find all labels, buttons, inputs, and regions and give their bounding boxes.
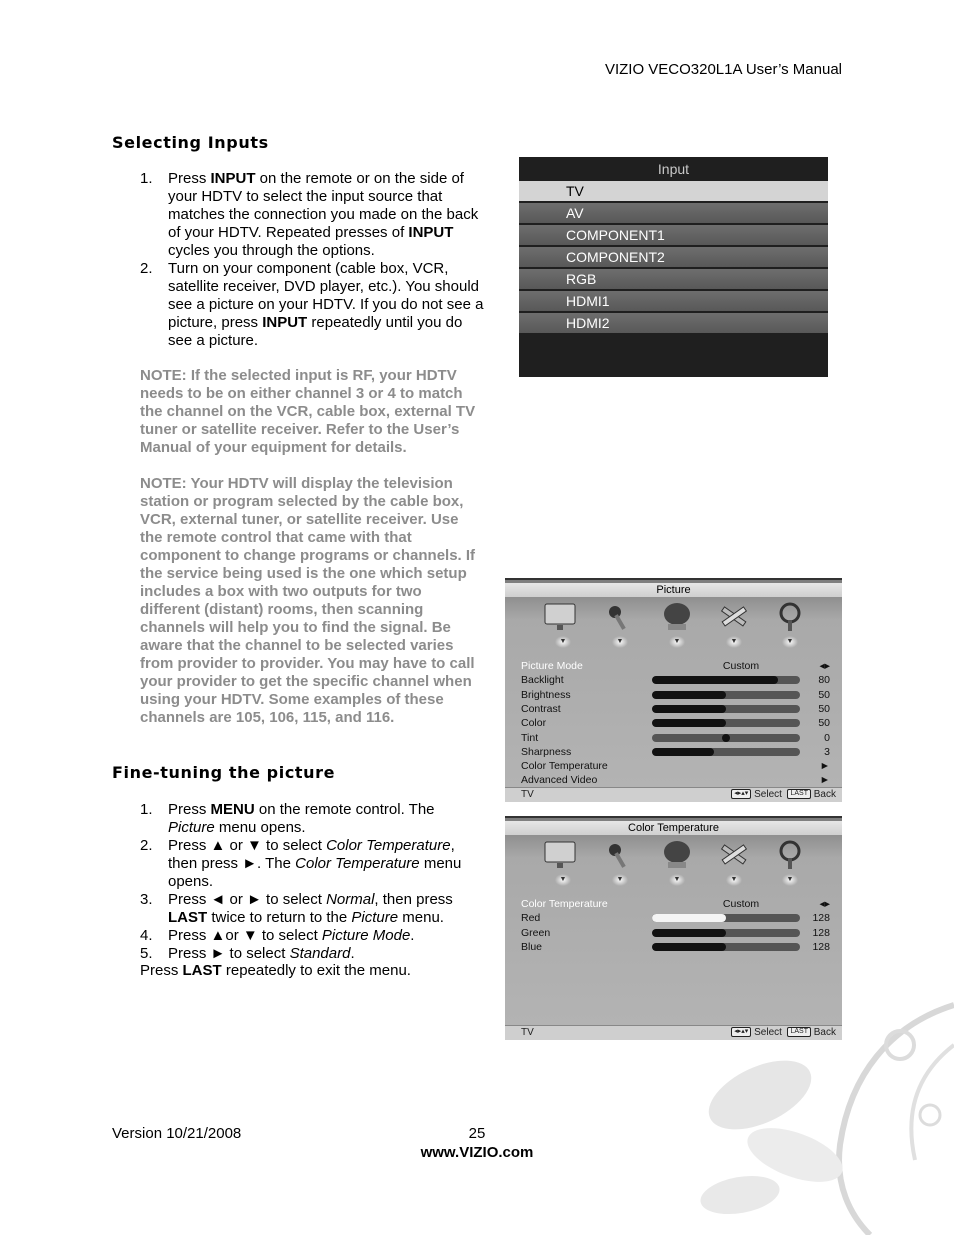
fine-tuning-steps	[140, 801, 485, 963]
text: Press	[168, 170, 211, 187]
menu-name: Color Temperature	[295, 855, 420, 872]
step-number: 2.	[140, 260, 153, 277]
input-menu-screenshot	[519, 157, 828, 377]
nav-keys-icon: ◂▸▴▾	[731, 789, 751, 799]
setting-value: 128	[812, 926, 830, 939]
key-name: LAST	[168, 909, 208, 926]
section-title-selecting-inputs: Selecting Inputs	[112, 133, 269, 152]
text: menu opens.	[168, 855, 462, 890]
source-label: TV	[521, 789, 534, 800]
picture-menu-title: Picture	[505, 583, 842, 597]
key-name: INPUT	[210, 170, 256, 187]
step-5	[140, 945, 485, 963]
level-bar	[652, 748, 800, 756]
input-item-av: AV	[519, 203, 828, 223]
key-name: LAST	[182, 962, 222, 979]
step-number: 5.	[140, 945, 153, 962]
tools-icon	[715, 600, 753, 634]
step-1	[140, 170, 485, 260]
text: Press ▲or ▼ to select	[168, 927, 322, 944]
setting-value: ►	[819, 774, 830, 787]
level-bar	[652, 719, 800, 727]
osd-footer	[505, 787, 842, 802]
osd-row	[521, 897, 830, 911]
last-key-icon: LAST	[787, 789, 811, 799]
back-hint: Back	[813, 1027, 836, 1038]
step-4	[140, 927, 485, 945]
chevron-down-icon: ▼	[555, 636, 571, 648]
chevron-down-icon: ▼	[726, 636, 742, 648]
input-item-hdmi2: HDMI2	[519, 313, 828, 333]
osd-row	[521, 688, 830, 702]
level-bar-fill	[652, 705, 726, 713]
setting-value: ◂▸	[819, 898, 830, 910]
level-bar	[652, 705, 800, 713]
text: Press	[168, 801, 211, 818]
section-title-fine-tuning: Fine-tuning the picture	[112, 763, 336, 782]
tv-setup-icon	[658, 600, 696, 634]
menu-name: Color Temperature	[326, 837, 451, 854]
osd-row	[521, 702, 830, 716]
menu-icon-row	[505, 838, 842, 883]
input-menu-title: Input	[657, 161, 690, 177]
text: Press ► to select	[168, 945, 290, 962]
setting-value: ◂▸	[819, 660, 830, 672]
chevron-down-icon: ▼	[782, 636, 798, 648]
setting-value: 50	[818, 688, 830, 701]
text: Turn on your component (cable box, VCR, satellite receiver, DVD player, etc.). You should see a picture on your HDTV. If you do not see a picture, press	[168, 260, 484, 331]
setting-label: Color Temperature	[521, 898, 608, 910]
setting-label: Picture Mode	[521, 660, 583, 672]
text: repeatedly until you do see a picture.	[168, 314, 463, 349]
key-name: INPUT	[262, 314, 308, 331]
text: twice to return to the	[207, 909, 352, 926]
source-label: TV	[521, 1027, 534, 1038]
step-number: 3.	[140, 891, 153, 908]
level-bar	[652, 676, 800, 684]
level-bar-fill	[652, 914, 726, 922]
website-url: www.VIZIO.com	[420, 1144, 534, 1161]
step-2	[140, 837, 485, 891]
step-1	[140, 801, 485, 837]
nav-keys-icon: ◂▸▴▾	[731, 1027, 751, 1037]
input-item-component2: COMPONENT2	[519, 247, 828, 267]
tv-setup-icon	[658, 838, 696, 872]
text: .	[410, 927, 415, 944]
chevron-down-icon: ▼	[669, 874, 685, 886]
osd-row	[521, 926, 830, 940]
setting-label: Tint	[521, 731, 539, 744]
setting-label: Brightness	[521, 688, 571, 701]
text: repeatedly to exit the menu.	[221, 962, 411, 979]
setting-label: Green	[521, 926, 551, 939]
level-bar-fill	[652, 719, 726, 727]
setting-mode-value: Custom	[722, 898, 760, 910]
step-number: 1.	[140, 170, 153, 187]
setting-value: 0	[824, 731, 830, 744]
setting-label: Contrast	[521, 702, 561, 715]
last-key-icon: LAST	[787, 1027, 811, 1037]
menu-icon-row	[505, 600, 842, 645]
setting-value: 128	[812, 912, 830, 925]
osd-row	[521, 940, 830, 954]
color-temperature-menu-title: Color Temperature	[505, 821, 842, 835]
setting-label: Blue	[521, 940, 543, 953]
osd-row	[521, 745, 830, 759]
chevron-down-icon: ▼	[612, 636, 628, 648]
setting-mode-value: Custom	[722, 660, 760, 672]
setting-label: Sharpness	[521, 745, 572, 758]
level-bar-fill	[652, 748, 714, 756]
step-number: 1.	[140, 801, 153, 818]
text: menu opens.	[214, 819, 306, 836]
menu-name: Picture	[351, 909, 399, 926]
level-bar-fill	[722, 734, 730, 742]
level-bar	[652, 734, 800, 742]
step-number: 2.	[140, 837, 153, 854]
level-bar-fill	[652, 676, 778, 684]
step-2	[140, 260, 485, 350]
setting-label: Red	[521, 912, 541, 925]
picture-menu-screenshot	[505, 578, 842, 802]
setting-value: 50	[818, 702, 830, 715]
input-steps	[140, 170, 485, 350]
menu-name: Picture	[168, 819, 215, 836]
level-bar	[652, 929, 800, 937]
select-hint: Select	[754, 1027, 782, 1038]
option-name: Picture Mode	[321, 927, 411, 944]
key-name: MENU	[210, 801, 255, 818]
text: , then press ►. The	[168, 837, 455, 872]
key-name: INPUT	[408, 224, 454, 241]
text: .	[350, 945, 355, 962]
input-item-rgb: RGB	[519, 269, 828, 289]
osd-row	[521, 759, 830, 773]
chevron-down-icon: ▼	[555, 874, 571, 886]
text: menu.	[398, 909, 444, 926]
level-bar-fill	[652, 691, 726, 699]
osd-row	[521, 731, 830, 745]
setting-value: 128	[812, 940, 830, 953]
chevron-down-icon: ▼	[612, 874, 628, 886]
setting-value: ►	[819, 760, 830, 773]
page-number: 25	[468, 1125, 486, 1142]
text: , then press	[374, 891, 453, 908]
help-icon	[771, 600, 809, 634]
level-bar	[652, 943, 800, 951]
step-3	[140, 891, 485, 927]
setting-value: 50	[818, 717, 830, 730]
setting-label: Color Temperature	[521, 760, 608, 773]
version-label: Version 10/21/2008	[112, 1125, 242, 1142]
note-external-tuner: NOTE: Your HDTV will display the television station or program selected by the cable box, VCR, external tuner, or satellite receiver. Use the remote control that came with that component to change programs or channels. If the service being used is the one which setup includes a box with two outputs for two different (distant) rooms, then scanning channels will help you to find the signal. Be aware that the channel to be selected varies from provider to provider. You may have to call your provider to get the specific channel when using your HDTV. Some examples of these channels are 105, 106, 115, and 116.	[140, 475, 476, 726]
osd-row	[521, 716, 830, 730]
text: Press ▲ or ▼ to select	[168, 837, 327, 854]
osd-row	[521, 911, 830, 925]
tools-icon	[715, 838, 753, 872]
setting-label: Color	[521, 717, 547, 730]
step-number: 4.	[140, 927, 153, 944]
select-hint: Select	[754, 789, 782, 800]
tv-picture-icon	[541, 600, 579, 634]
exit-instruction	[140, 962, 485, 980]
option-name: Standard	[289, 945, 351, 962]
level-bar	[652, 914, 800, 922]
input-item-component1: COMPONENT1	[519, 225, 828, 245]
level-bar-fill	[652, 943, 726, 951]
tv-picture-icon	[541, 838, 579, 872]
audio-icon	[601, 838, 639, 872]
input-item-hdmi1: HDMI1	[519, 291, 828, 311]
text: cycles you through the options.	[168, 242, 375, 259]
option-name: Normal	[326, 891, 375, 908]
text: on the remote or on the side of your HDTV to select the input source that matches the connection you made on the back of your HDTV. Repeated presses of	[168, 170, 479, 241]
osd-row	[521, 773, 830, 787]
chevron-down-icon: ▼	[669, 636, 685, 648]
text: on the remote control. The	[254, 801, 435, 818]
back-hint: Back	[813, 789, 836, 800]
chevron-down-icon: ▼	[726, 874, 742, 886]
osd-row	[521, 659, 830, 673]
chevron-down-icon: ▼	[782, 874, 798, 886]
level-bar-fill	[652, 929, 726, 937]
input-item-tv: TV	[519, 181, 828, 201]
manual-header: VIZIO VECO320L1A User’s Manual	[604, 61, 842, 78]
text: Press	[140, 962, 183, 979]
setting-value: 3	[824, 745, 830, 758]
floral-decoration	[700, 985, 954, 1235]
setting-label: Advanced Video	[521, 774, 598, 787]
osd-row	[521, 673, 830, 687]
help-icon	[771, 838, 809, 872]
note-rf-channel: NOTE: If the selected input is RF, your HDTV needs to be on either channel 3 or 4 to match the channel on the VCR, cable box, external TV tuner or satellite receiver. Refer to the User’s Manual of your equipment for details.	[140, 367, 476, 456]
audio-icon	[601, 600, 639, 634]
setting-value: 80	[818, 674, 830, 687]
level-bar	[652, 691, 800, 699]
text: Press ◄ or ► to select	[168, 891, 327, 908]
setting-label: Backlight	[521, 674, 564, 687]
